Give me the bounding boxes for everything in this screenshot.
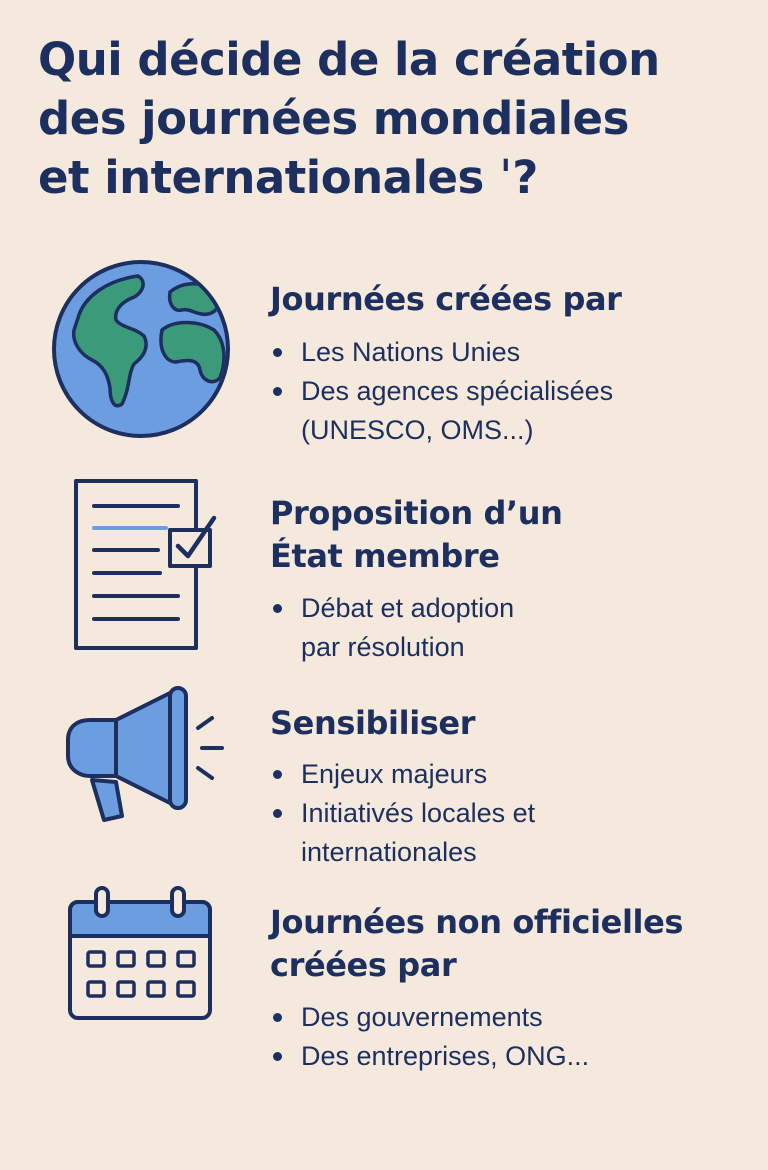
bullet-dot-icon [273,809,282,818]
bullet-list [270,755,535,872]
bullet-text: par résolution [301,632,465,662]
bullet-text: Des entreprises, ONG... [301,1041,590,1071]
section-heading [270,702,475,745]
bullet-dot-icon [273,770,282,779]
bullet-dot-icon [273,1052,282,1061]
bullet-dot-icon [273,348,282,357]
megaphone-icon [64,684,230,830]
list-item [270,372,613,450]
title-line-2: des journées mondiales [38,92,629,145]
heading-line: État membre [270,537,500,575]
bullet-list [270,333,613,450]
calendar-icon [66,884,216,1024]
bullet-dot-icon [273,1013,282,1022]
bullet-list [270,589,514,667]
list-item [270,794,535,872]
list-item [270,1037,589,1076]
bullet-dot-icon [273,387,282,396]
section-heading [270,278,622,321]
list-item [270,589,514,667]
globe-icon [50,258,232,440]
heading-line: Proposition d’un [270,494,563,532]
section-heading [270,901,683,987]
bullet-text: Enjeux majeurs [301,759,488,789]
bullet-text: internationales [301,837,477,867]
title-line-1: Qui décide de la création [38,33,660,86]
bullet-text: Initiativés locales et [301,798,536,828]
page-title [38,30,738,207]
heading-line: Journées créées par [270,280,622,318]
bullet-text: Débat et adoption [301,593,515,623]
document-checkbox-icon [70,476,220,654]
heading-line: Sensibiliser [270,704,476,742]
bullet-text: (UNESCO, OMS...) [301,415,534,445]
list-item [270,755,535,794]
heading-line: créées par [270,946,457,984]
list-item [270,333,613,372]
section-heading [270,492,563,578]
list-item [270,998,589,1037]
title-line-3: et internationales ˈ? [38,151,538,204]
bullet-dot-icon [273,604,282,613]
bullet-text: Des gouvernements [301,1002,543,1032]
bullet-text: Les Nations Unies [301,337,521,367]
bullet-text: Des agences spécialisées [301,376,614,406]
heading-line: Journées non officielles [270,903,684,941]
bullet-list [270,998,589,1076]
